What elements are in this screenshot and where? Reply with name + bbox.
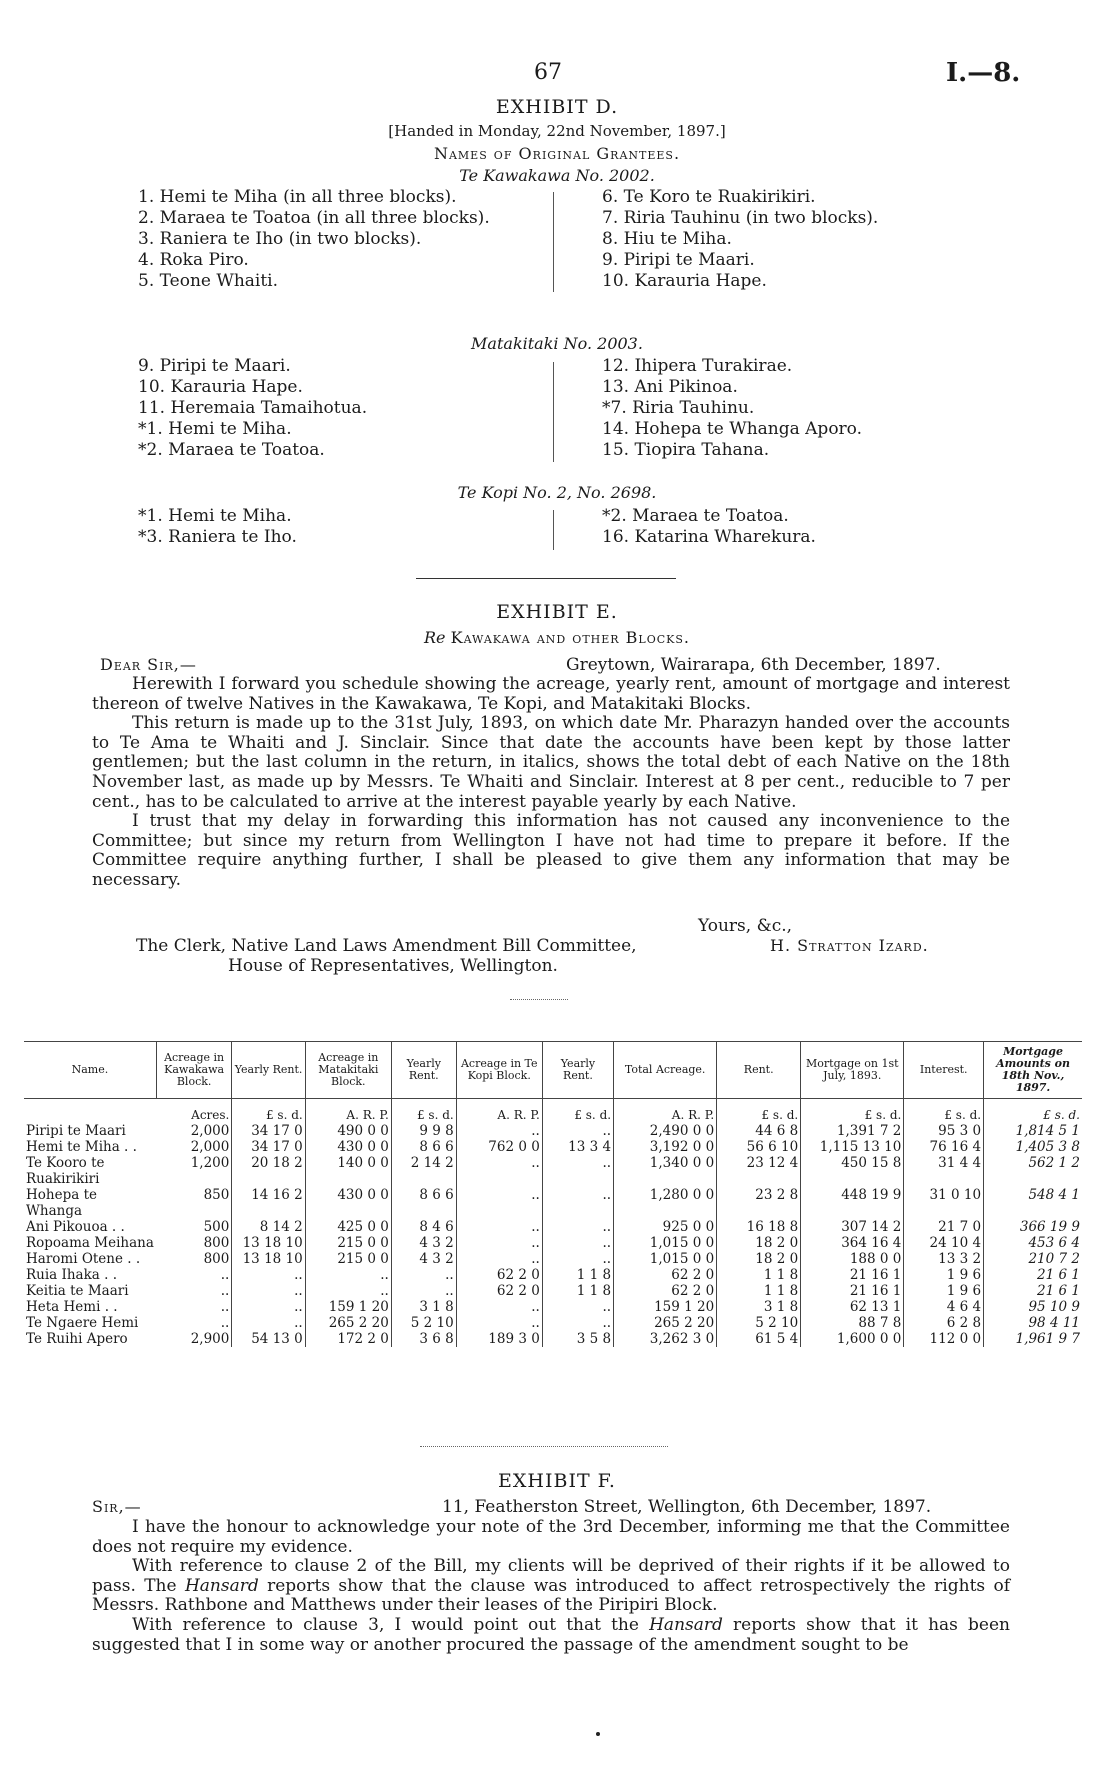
value-cell: .. [456, 1251, 542, 1267]
unit-cell [24, 1099, 156, 1124]
name-cell: Hohepa te Whanga [26, 1187, 97, 1219]
unit-cell: £ s. d. [542, 1099, 613, 1124]
exhibit-d-title: EXHIBIT D. [495, 96, 619, 118]
value-cell: 3 5 8 [542, 1331, 613, 1347]
grantee-item: 8. Hiu te Miha. [602, 229, 732, 249]
schedule-body [24, 1099, 1082, 1348]
value-cell: 4 6 4 [904, 1299, 984, 1315]
text-run: Hansard [649, 1614, 723, 1635]
value-cell: .. [391, 1283, 456, 1299]
name-cell: Te Kooro te Ruakirikiri [26, 1155, 105, 1187]
value-cell: 215 0 0 [305, 1235, 391, 1251]
value-cell: .. [542, 1219, 613, 1235]
salutation: Dear Sir,— [100, 655, 197, 674]
value-cell: 8 6 6 [391, 1187, 456, 1219]
grantee-item: 16. Katarina Wharekura. [602, 527, 816, 547]
value-cell: 1,015 0 0 [614, 1251, 717, 1267]
value-cell: 21 6 1 [984, 1267, 1082, 1283]
value-cell: 21 7 0 [904, 1219, 984, 1235]
grantee-item: *1. Hemi te Miha. [138, 506, 292, 526]
letter-paragraph [92, 1557, 1010, 1616]
value-cell: 366 19 9 [984, 1219, 1082, 1235]
value-cell: .. [232, 1315, 305, 1331]
value-cell: 1,340 0 0 [614, 1155, 717, 1187]
value-cell: 23 12 4 [717, 1155, 801, 1187]
column-header: Total Acreage. [614, 1042, 717, 1099]
grantees-kawakawa-left [138, 187, 490, 292]
value-cell: .. [220, 1283, 230, 1299]
block-title-kawakawa: Te Kawakawa No. 2002. [459, 166, 655, 185]
column-divider [553, 362, 554, 462]
grantee-item: *7. Riria Tauhinu. [602, 398, 755, 418]
column-divider [553, 192, 554, 292]
grantee-item: 10. Karauria Hape. [602, 271, 767, 291]
value-cell: .. [542, 1251, 613, 1267]
value-cell: 34 17 0 [232, 1139, 305, 1155]
value-cell: 2,900 [190, 1331, 230, 1347]
value-cell: 800 [203, 1251, 230, 1267]
letter-paragraph: This return is made up to the 31st July, 1893, on which date Mr. Pharazyn handed over the accounts to Te Ama te Whaiti and J. Sinclair. Since that date the accounts have been kept by those latter gentlemen; but the last column in the return, in italics, shows the total debt of each Native on the 18th November last, as made up by Messrs. Te Whaiti and Sinclair. Interest at 8 per cent., reducible to 7 per cent., has to be calculated to arrive at the interest payable yearly by each Native. [92, 713, 1010, 812]
value-cell: 1,015 0 0 [614, 1235, 717, 1251]
value-cell: 9 9 8 [391, 1123, 456, 1139]
text-run: With reference to clause 2 of the Bill, my clients will be deprived of their rights if it be allowed to pass. The [92, 1556, 1010, 1596]
value-cell: 1 9 6 [904, 1283, 984, 1299]
value-cell: 3 6 8 [391, 1331, 456, 1347]
value-cell: 8 6 6 [391, 1139, 456, 1155]
grantee-item: *1. Hemi te Miha. [138, 419, 292, 439]
value-cell: 1,961 9 7 [984, 1331, 1082, 1347]
value-cell: 8 14 2 [232, 1219, 305, 1235]
value-cell: 1,405 3 8 [984, 1139, 1082, 1155]
unit-cell: £ s. d. [904, 1099, 984, 1124]
value-cell: 1 1 8 [717, 1283, 801, 1299]
value-cell: .. [305, 1283, 391, 1299]
value-cell: .. [232, 1283, 305, 1299]
value-cell: .. [542, 1187, 613, 1219]
value-cell: 13 18 10 [232, 1235, 305, 1251]
value-cell: 215 0 0 [305, 1251, 391, 1267]
value-cell: 265 2 20 [305, 1315, 391, 1331]
section-separator [420, 1446, 668, 1447]
value-cell: .. [456, 1235, 542, 1251]
value-cell: 3,262 3 0 [614, 1331, 717, 1347]
value-cell: 1 1 8 [717, 1267, 801, 1283]
value-cell: 3 1 8 [391, 1299, 456, 1315]
value-cell: 21 16 1 [801, 1283, 904, 1299]
value-cell: .. [456, 1299, 542, 1315]
value-cell: 56 6 10 [717, 1139, 801, 1155]
value-cell: .. [305, 1267, 391, 1283]
value-cell: 21 6 1 [984, 1283, 1082, 1299]
name-cell: Te Ruihi Apero [26, 1331, 128, 1347]
value-cell: 850 [203, 1187, 230, 1203]
value-cell: 762 0 0 [456, 1139, 542, 1155]
value-cell: 1,115 13 10 [801, 1139, 904, 1155]
value-cell: 23 2 8 [717, 1187, 801, 1219]
addressee-line-1: The Clerk, Native Land Laws Amendment Bill Committee, [136, 936, 637, 956]
value-cell: .. [542, 1155, 613, 1187]
name-cell: Ruia Ihaka . . [26, 1267, 117, 1283]
value-cell: 24 10 4 [904, 1235, 984, 1251]
value-cell: 430 0 0 [305, 1187, 391, 1219]
name-cell: Keitia te Maari [26, 1283, 129, 1299]
block-title-matakitaki: Matakitaki No. 2003. [471, 334, 643, 353]
table-row [24, 1187, 1082, 1219]
value-cell: 1,814 5 1 [984, 1123, 1082, 1139]
grantee-item: *2. Maraea te Toatoa. [138, 440, 325, 460]
value-cell: 307 14 2 [801, 1219, 904, 1235]
table-row [24, 1315, 1082, 1331]
value-cell: 448 19 9 [801, 1187, 904, 1219]
value-cell: .. [542, 1235, 613, 1251]
table-row [24, 1283, 1082, 1299]
table-row [24, 1251, 1082, 1267]
value-cell: 1 1 8 [542, 1267, 613, 1283]
value-cell: .. [232, 1267, 305, 1283]
value-cell: .. [542, 1315, 613, 1331]
column-header: Acreage in Kawakawa Block. [156, 1042, 231, 1099]
letter-body [92, 1518, 1010, 1655]
signature: H. Stratton Izard. [770, 936, 929, 955]
value-cell: .. [391, 1267, 456, 1283]
grantee-item: 11. Heremaia Tamaihotua. [138, 398, 368, 418]
units-row [24, 1099, 1082, 1124]
value-cell: .. [220, 1299, 230, 1315]
value-cell: 13 3 2 [904, 1251, 984, 1267]
value-cell: 4 3 2 [391, 1235, 456, 1251]
value-cell: 95 10 9 [984, 1299, 1082, 1315]
value-cell: 189 3 0 [456, 1331, 542, 1347]
value-cell: 1,280 0 0 [614, 1187, 717, 1219]
grantee-item: 3. Raniera te Iho (in two blocks). [138, 229, 422, 249]
value-cell: 5 2 10 [717, 1315, 801, 1331]
value-cell: 172 2 0 [305, 1331, 391, 1347]
column-header: Name. [24, 1042, 156, 1099]
value-cell: 95 3 0 [904, 1123, 984, 1139]
short-separator [510, 999, 568, 1000]
exhibit-f-title: EXHIBIT F. [498, 1470, 616, 1492]
value-cell: .. [542, 1123, 613, 1139]
table-row [24, 1235, 1082, 1251]
value-cell: 800 [203, 1235, 230, 1251]
value-cell: 14 16 2 [232, 1187, 305, 1219]
value-cell: 31 0 10 [904, 1187, 984, 1219]
place-date: 11, Featherston Street, Wellington, 6th December, 1897. [442, 1497, 932, 1517]
value-cell: 20 18 2 [232, 1155, 305, 1187]
unit-cell: £ s. d. [717, 1099, 801, 1124]
unit-cell: A. R. P. [614, 1099, 717, 1124]
re-subject: Kawakawa and other Blocks. [450, 628, 690, 647]
grantee-item: 13. Ani Pikinoa. [602, 377, 738, 397]
table-row [24, 1123, 1082, 1139]
text-run: reports show that it has been suggested that I in some way or another procured the passage of the amendment sought to be [92, 1614, 1011, 1655]
value-cell: 62 2 0 [614, 1283, 717, 1299]
value-cell: 2,000 [190, 1123, 230, 1139]
value-cell: 925 0 0 [614, 1219, 717, 1235]
grantee-item: 1. Hemi te Miha (in all three blocks). [138, 187, 457, 207]
value-cell: 98 4 11 [984, 1315, 1082, 1331]
letter-paragraph: I have the honour to acknowledge your note of the 3rd December, informing me that the Committee does not require my evidence. [92, 1517, 1010, 1557]
table-header-row [24, 1042, 1082, 1099]
table-row [24, 1331, 1082, 1347]
addressee-line-2: House of Representatives, Wellington. [228, 956, 558, 976]
value-cell: 140 0 0 [305, 1155, 391, 1187]
value-cell: 112 0 0 [904, 1331, 984, 1347]
exhibit-e-title: EXHIBIT E. [496, 601, 618, 623]
table-row [24, 1219, 1082, 1235]
grantee-item: 2. Maraea te Toatoa (in all three blocks). [138, 208, 490, 228]
value-cell: 425 0 0 [305, 1219, 391, 1235]
column-header: Yearly Rent. [391, 1042, 456, 1099]
value-cell: 18 2 0 [717, 1235, 801, 1251]
text-run: With reference to clause 3, I would point out that the [132, 1614, 639, 1635]
name-cell: Piripi te Maari [26, 1123, 126, 1139]
value-cell: 62 13 1 [801, 1299, 904, 1315]
value-cell: 13 18 10 [232, 1251, 305, 1267]
section-separator [416, 578, 676, 579]
grantees-matakitaki-right [602, 356, 862, 461]
value-cell: 450 15 8 [801, 1155, 904, 1187]
salutation: Sir,— [92, 1497, 142, 1516]
schedule-table [24, 1041, 1082, 1347]
name-cell: Ani Pikouoa . . [26, 1219, 125, 1235]
value-cell: 1 9 6 [904, 1267, 984, 1283]
value-cell: 453 6 4 [984, 1235, 1082, 1251]
value-cell: .. [220, 1315, 230, 1331]
value-cell: .. [232, 1299, 305, 1315]
value-cell: 2,000 [190, 1139, 230, 1155]
grantee-item: 7. Riria Tauhinu (in two blocks). [602, 208, 879, 228]
column-header: Mortgage on 1st July, 1893. [801, 1042, 904, 1099]
unit-cell: £ s. d. [801, 1099, 904, 1124]
value-cell: 548 4 1 [984, 1187, 1082, 1219]
column-header: Mortgage Amounts on 18th Nov., 1897. [984, 1042, 1082, 1099]
text-run: reports show that the clause was introduced to affect retrospectively the rights of Messrs. Rathbone and Matthews under their leases of the Piripiri Block. [92, 1575, 1011, 1616]
value-cell: 562 1 2 [984, 1155, 1082, 1187]
grantee-item: 5. Teone Whaiti. [138, 271, 279, 291]
re-prefix: Re [424, 628, 446, 647]
value-cell: 265 2 20 [614, 1315, 717, 1331]
value-cell: 430 0 0 [305, 1139, 391, 1155]
grantee-item: *2. Maraea te Toatoa. [602, 506, 789, 526]
value-cell: 44 6 8 [717, 1123, 801, 1139]
document-reference: I.—8. [946, 58, 1021, 88]
value-cell: .. [542, 1299, 613, 1315]
value-cell: 16 18 8 [717, 1219, 801, 1235]
value-cell: 3 1 8 [717, 1299, 801, 1315]
grantee-item: 10. Karauria Hape. [138, 377, 303, 397]
unit-cell: £ s. d. [391, 1099, 456, 1124]
value-cell: 8 4 6 [391, 1219, 456, 1235]
value-cell: 3,192 0 0 [614, 1139, 717, 1155]
name-cell: Te Ngaere Hemi [26, 1315, 139, 1331]
place-date: Greytown, Wairarapa, 6th December, 1897. [566, 655, 941, 675]
page-number: 67 [534, 60, 562, 85]
value-cell: 490 0 0 [305, 1123, 391, 1139]
value-cell: .. [220, 1267, 230, 1283]
letter-paragraph: I trust that my delay in forwarding this information has not caused any inconvenience to the Committee; but since my return from Wellington I have not had time to prepare it before. If the Committee require anything further, I shall be pleased to give them any information that may be necessary. [92, 811, 1010, 890]
page-mark [596, 1732, 600, 1736]
value-cell: 61 5 4 [717, 1331, 801, 1347]
exhibit-e-subject [0, 628, 1114, 647]
value-cell: 2,490 0 0 [614, 1123, 717, 1139]
unit-cell: A. R. P. [456, 1099, 542, 1124]
value-cell: 159 1 20 [614, 1299, 717, 1315]
grantees-te-kopi-right [602, 506, 816, 548]
value-cell: 5 2 10 [391, 1315, 456, 1331]
text-run: Hansard [184, 1575, 259, 1596]
value-cell: 500 [203, 1219, 230, 1235]
column-header: Yearly Rent. [232, 1042, 305, 1099]
table-row [24, 1267, 1082, 1283]
grantees-te-kopi-left [138, 506, 297, 548]
closing: Yours, &c., [698, 916, 793, 936]
value-cell: .. [456, 1187, 542, 1219]
name-cell: Ropoama Meihana [26, 1235, 154, 1251]
grantee-item: 9. Piripi te Maari. [138, 356, 291, 376]
letter-paragraph [92, 1616, 1010, 1655]
letter-body [92, 675, 1010, 891]
value-cell: 62 2 0 [614, 1267, 717, 1283]
unit-cell: Acres. [191, 1108, 230, 1122]
grantee-item: 12. Ihipera Turakirae. [602, 356, 793, 376]
grantee-item: 4. Roka Piro. [138, 250, 249, 270]
column-divider [553, 510, 554, 550]
exhibit-d-handed-note: [Handed in Monday, 22nd November, 1897.] [388, 122, 726, 140]
value-cell: 1,391 7 2 [801, 1123, 904, 1139]
grantee-item: 6. Te Koro te Ruakirikiri. [602, 187, 816, 207]
table-row [24, 1155, 1082, 1187]
exhibit-d-subtitle: Names of Original Grantees. [433, 144, 681, 163]
value-cell: 62 2 0 [456, 1283, 542, 1299]
value-cell: .. [456, 1123, 542, 1139]
grantee-item: 15. Tiopira Tahana. [602, 440, 770, 460]
value-cell: 1,600 0 0 [801, 1331, 904, 1347]
grantee-item: *3. Raniera te Iho. [138, 527, 297, 547]
letter-paragraph: Herewith I forward you schedule showing the acreage, yearly rent, amount of mortgage and interest thereon of twelve Natives in the Kawakawa, Te Kopi, and Matakitaki Blocks. [92, 674, 1010, 714]
unit-cell: £ s. d. [984, 1099, 1082, 1124]
name-cell: Haromi Otene . . [26, 1251, 141, 1267]
value-cell: .. [456, 1315, 542, 1331]
value-cell: .. [456, 1219, 542, 1235]
value-cell: 364 16 4 [801, 1235, 904, 1251]
value-cell: 4 3 2 [391, 1251, 456, 1267]
table-row [24, 1299, 1082, 1315]
value-cell: 76 16 4 [904, 1139, 984, 1155]
unit-cell: £ s. d. [232, 1099, 305, 1124]
column-header: Yearly Rent. [542, 1042, 613, 1099]
value-cell: .. [456, 1155, 542, 1187]
column-header: Interest. [904, 1042, 984, 1099]
grantees-kawakawa-right [602, 187, 878, 292]
grantee-item: 9. Piripi te Maari. [602, 250, 755, 270]
value-cell: 188 0 0 [801, 1251, 904, 1267]
value-cell: 2 14 2 [391, 1155, 456, 1187]
value-cell: 62 2 0 [456, 1267, 542, 1283]
unit-cell: A. R. P. [305, 1099, 391, 1124]
value-cell: 18 2 0 [717, 1251, 801, 1267]
value-cell: 13 3 4 [542, 1139, 613, 1155]
value-cell: 31 4 4 [904, 1155, 984, 1187]
value-cell: 1 1 8 [542, 1283, 613, 1299]
name-cell: Heta Hemi . . [26, 1299, 118, 1315]
name-cell: Hemi te Miha . . [26, 1139, 137, 1155]
value-cell: 6 2 8 [904, 1315, 984, 1331]
block-title-te-kopi: Te Kopi No. 2, No. 2698. [457, 483, 657, 502]
column-header: Acreage in Matakitaki Block. [305, 1042, 391, 1099]
value-cell: 210 7 2 [984, 1251, 1082, 1267]
table-row [24, 1139, 1082, 1155]
grantees-matakitaki-left [138, 356, 367, 461]
value-cell: 34 17 0 [232, 1123, 305, 1139]
grantee-item: 14. Hohepa te Whanga Aporo. [602, 419, 863, 439]
value-cell: 1,200 [190, 1155, 230, 1171]
value-cell: 21 16 1 [801, 1267, 904, 1283]
value-cell: 88 7 8 [801, 1315, 904, 1331]
value-cell: 54 13 0 [232, 1331, 305, 1347]
value-cell: 159 1 20 [305, 1299, 391, 1315]
column-header: Acreage in Te Kopi Block. [456, 1042, 542, 1099]
column-header: Rent. [717, 1042, 801, 1099]
